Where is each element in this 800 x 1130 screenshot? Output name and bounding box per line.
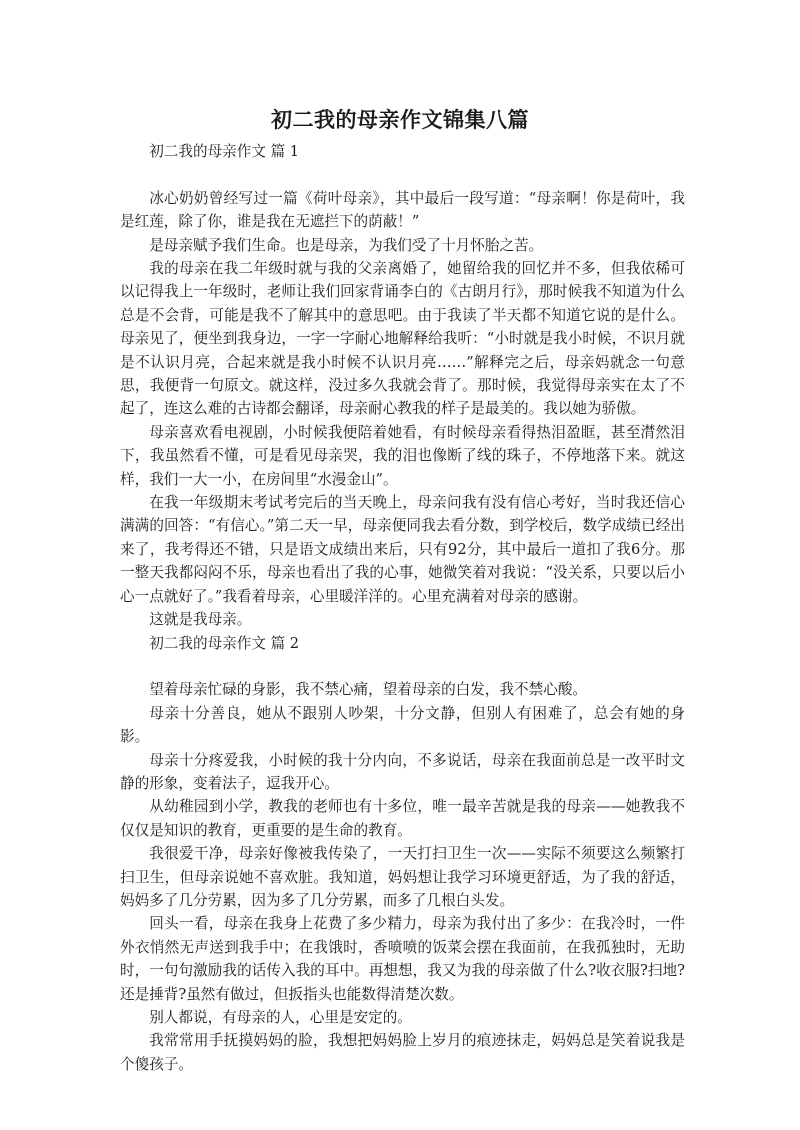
paragraph: 冰心奶奶曾经写过一篇《荷叶母亲》，其中最后一段写道：“母亲啊！你是荷叶，我是红莲，除了你，谁是我在无遮拦下的荫蔽！” — [120, 189, 685, 231]
paragraph: 母亲十分善良，她从不跟别人吵架，十分文静，但别人有困难了，总会有她的身影。 — [120, 704, 685, 746]
document-title: 初二我的母亲作文锦集八篇 — [271, 107, 529, 132]
paragraph: 这就是我母亲。 — [149, 611, 252, 629]
paragraph: 在我一年级期末考试考完后的当天晚上，母亲问我有没有信心考好，当时我还信心满满的回答：“有信心。”第二天一早，母亲便同我去看分数，到学校后，数学成绩已经出来了，我考得还不错，只是语文成绩出来后，只有92分，其中最后一道扣了我6分。那一整天我都闷闷不乐，母亲也看出了我的心事，她微笑着对我说：“没关系，只要以后小心一点就好了。”我看着母亲，心里暖洋洋的。心里充满着对母亲的感谢。 — [120, 494, 685, 605]
paragraph: 望着母亲忙碌的身影，我不禁心痛，望着母亲的白发，我不禁心酸。 — [149, 681, 588, 699]
paragraph: 回头一看，母亲在我身上花费了多少精力，母亲为我付出了多少：在我冷时，一件外衣悄然无声送到我手中；在我饿时，香喷喷的饭菜会摆在我面前，在我孤独时，无助时，一句句激励我的话传入我的耳中。再想想，我又为我的母亲做了什么?收衣服?扫地?还是捶背?虽然有做过，但扳指头也能数得清楚次数。 — [120, 915, 685, 1003]
paragraph: 我常常用手抚摸妈妈的脸，我想把妈妈脸上岁月的痕迹抹走，妈妈总是笑着说我是个傻孩子。 — [120, 1032, 685, 1073]
paragraph: 是母亲赋予我们生命。也是母亲，为我们受了十月怀胎之苦。 — [149, 236, 544, 254]
paragraph: 我很爱干净，母亲好像被我传染了，一天打扫卫生一次——实际不须要这么频繁打扫卫生，但母亲说她不喜欢脏。我知道，妈妈想让我学习环境更舒适，为了我的舒适，妈妈多了几分劳累，因为多了几分劳累，而多了几根白头发。 — [120, 845, 685, 909]
paragraph: 别人都说，有母亲的人，心里是安定的。 — [149, 1009, 412, 1026]
section-heading: 初二我的母亲作文 篇 2 — [149, 634, 300, 652]
paragraph: 母亲十分疼爱我，小时候的我十分内向，不多说话，母亲在我面前总是一改平时文静的形象，变着法子，逗我开心。 — [120, 751, 685, 792]
document-body — [120, 140, 685, 1076]
section-heading: 初二我的母亲作文 篇 1 — [149, 143, 300, 160]
paragraph: 母亲喜欢看电视剧，小时候我便陪着她看，有时候母亲看得热泪盈眶，甚至潸然泪下，我虽然看不懂，可是看见母亲哭，我的泪也像断了线的珠子，不停地落下来。就这样，我们一大一小，在房间里“水漫金山”。 — [120, 423, 685, 488]
paragraph: 我的母亲在我二年级时就与我的父亲离婚了，她留给我的回忆并不多，但我依稀可以记得我上一年级时，老师让我们回家背诵李白的《古朗月行》，那时候我不知道为什么总是不会背，可能是我不了解其中的意思吧。由于我读了半天都不知道它说的是什么。母亲见了，便坐到我身边，一字一字耐心地解释给我听：“小时就是我小时候，不识月就是不认识月亮，合起来就是我小时候不认识月亮……”解释完之后，母亲妈就念一句意思，我便背一句原文。就这样，没过多久我就会背了。那时候，我觉得母亲实在太了不起了，连这么难的古诗都会翻译，母亲耐心教我的样子是最美的。我以她为骄傲。 — [120, 260, 685, 418]
paragraph: 从幼稚园到小学，教我的老师也有十多位，唯一最辛苦就是我的母亲——她教我不仅仅是知识的教育，更重要的是生命的教育。 — [120, 798, 685, 839]
